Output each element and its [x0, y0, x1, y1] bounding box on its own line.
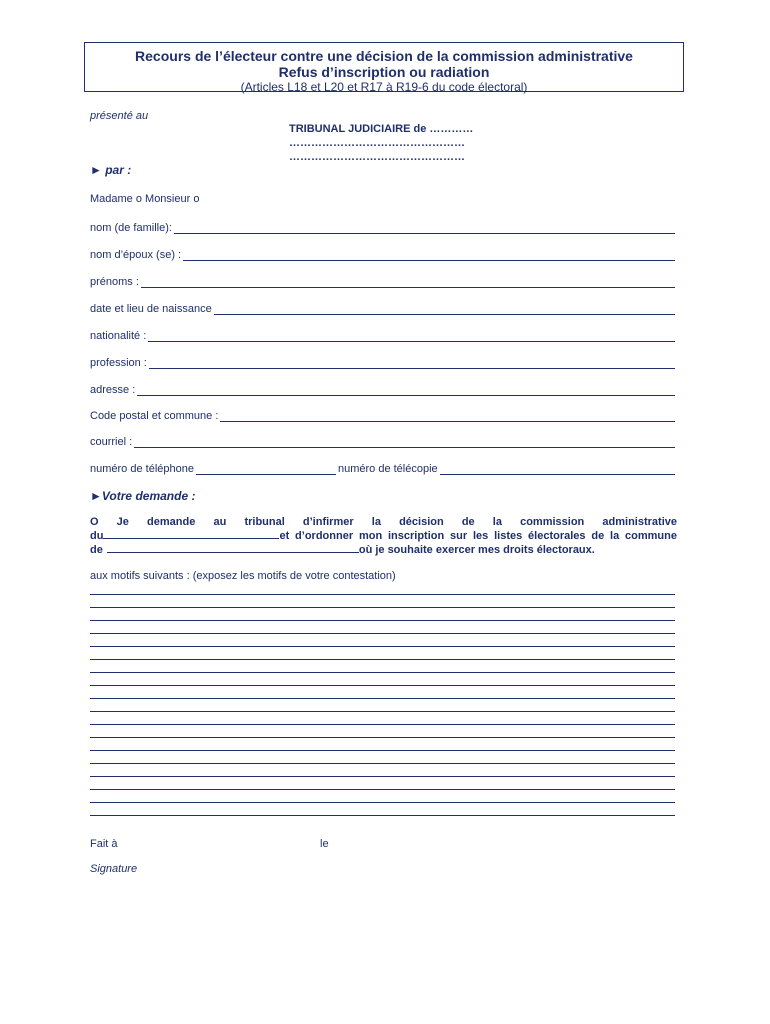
motif-line — [90, 763, 675, 764]
motif-line — [90, 594, 675, 595]
field-prenoms[interactable] — [90, 274, 675, 288]
motif-line — [90, 711, 675, 712]
motif-line — [90, 802, 675, 803]
field-label: courriel : — [90, 436, 133, 448]
field-label: date et lieu de naissance — [90, 303, 212, 315]
tribunal-name: TRIBUNAL JUDICIAIRE de ………… — [289, 123, 474, 135]
commune-fill-line[interactable] — [107, 543, 359, 553]
motif-line — [90, 659, 675, 660]
fill-line — [220, 411, 675, 422]
field-courriel[interactable] — [90, 434, 675, 448]
motif-line — [90, 672, 675, 673]
fill-line — [183, 250, 675, 261]
field-telephone-telecopie[interactable] — [90, 461, 675, 475]
form-title: Recours de l’électeur contre une décision de la commission administrative — [135, 48, 633, 64]
tribunal-dots-1: ………………………………………… — [289, 137, 465, 149]
field-label: nom d’époux (se) : — [90, 249, 182, 261]
legal-reference: (Articles L18 et L20 et R17 à R19-6 du code électoral) — [240, 80, 528, 94]
motif-line — [90, 750, 675, 751]
fill-line — [134, 437, 675, 448]
field-label: Code postal et commune : — [90, 410, 219, 422]
fill-line — [196, 464, 336, 475]
date-label[interactable]: le — [320, 838, 329, 850]
motif-line — [90, 724, 675, 725]
field-naissance[interactable] — [90, 301, 675, 315]
field-code-postal[interactable] — [90, 408, 675, 422]
motif-line — [90, 789, 675, 790]
field-label: nom (de famille): — [90, 222, 172, 234]
field-label: nationalité : — [90, 330, 147, 342]
signature-label[interactable]: Signature — [90, 863, 138, 875]
field-label: profession : — [90, 357, 147, 369]
fill-line — [137, 385, 675, 396]
field-nom[interactable] — [90, 220, 675, 234]
field-label: numéro de téléphone — [90, 463, 194, 475]
demande-line-2 — [90, 529, 677, 543]
motif-line — [90, 685, 675, 686]
field-adresse[interactable] — [90, 382, 675, 396]
demande-text-2: et d’ordonner mon inscription sur les listes électorales de la commune — [279, 530, 677, 542]
motif-line — [90, 620, 675, 621]
fill-line — [148, 331, 675, 342]
motif-line — [90, 776, 675, 777]
field-profession[interactable] — [90, 355, 675, 369]
tribunal-dots-2: ………………………………………… — [289, 151, 465, 163]
field-label: adresse : — [90, 384, 136, 396]
motif-line — [90, 698, 675, 699]
date-fill-line[interactable] — [103, 529, 279, 539]
motif-line — [90, 737, 675, 738]
field-label: prénoms : — [90, 276, 139, 288]
field-nom-epoux[interactable] — [90, 247, 675, 261]
fait-a-label[interactable]: Fait à — [90, 838, 118, 850]
motif-line — [90, 815, 675, 816]
demande-text-3: où je souhaite exercer mes droits électoraux. — [358, 544, 595, 556]
demande-line-3 — [90, 543, 677, 557]
fill-line — [440, 464, 675, 475]
field-label: numéro de télécopie — [337, 463, 438, 475]
motif-line — [90, 607, 675, 608]
motif-line — [90, 633, 675, 634]
motifs-label: aux motifs suivants : (exposez les motifs de votre contestation) — [90, 570, 396, 582]
fill-line — [141, 277, 675, 288]
form-subtitle: Refus d’inscription ou radiation — [278, 64, 490, 80]
demande-line-1[interactable]: O Je demande au tribunal d’infirmer la décision de la commission administrative — [90, 516, 677, 528]
motif-line — [90, 646, 675, 647]
field-nationalite[interactable] — [90, 328, 675, 342]
fill-line — [149, 358, 675, 369]
fill-line — [214, 304, 675, 315]
presented-label: présenté au — [90, 110, 149, 122]
par-heading: ► par : — [90, 163, 132, 177]
demande-de: de — [90, 544, 103, 556]
fill-line — [174, 223, 675, 234]
demande-du: du — [90, 530, 104, 542]
demande-heading: ►Votre demande : — [90, 489, 196, 503]
civility-choice[interactable]: Madame o Monsieur o — [90, 193, 200, 205]
form-header — [84, 42, 684, 92]
